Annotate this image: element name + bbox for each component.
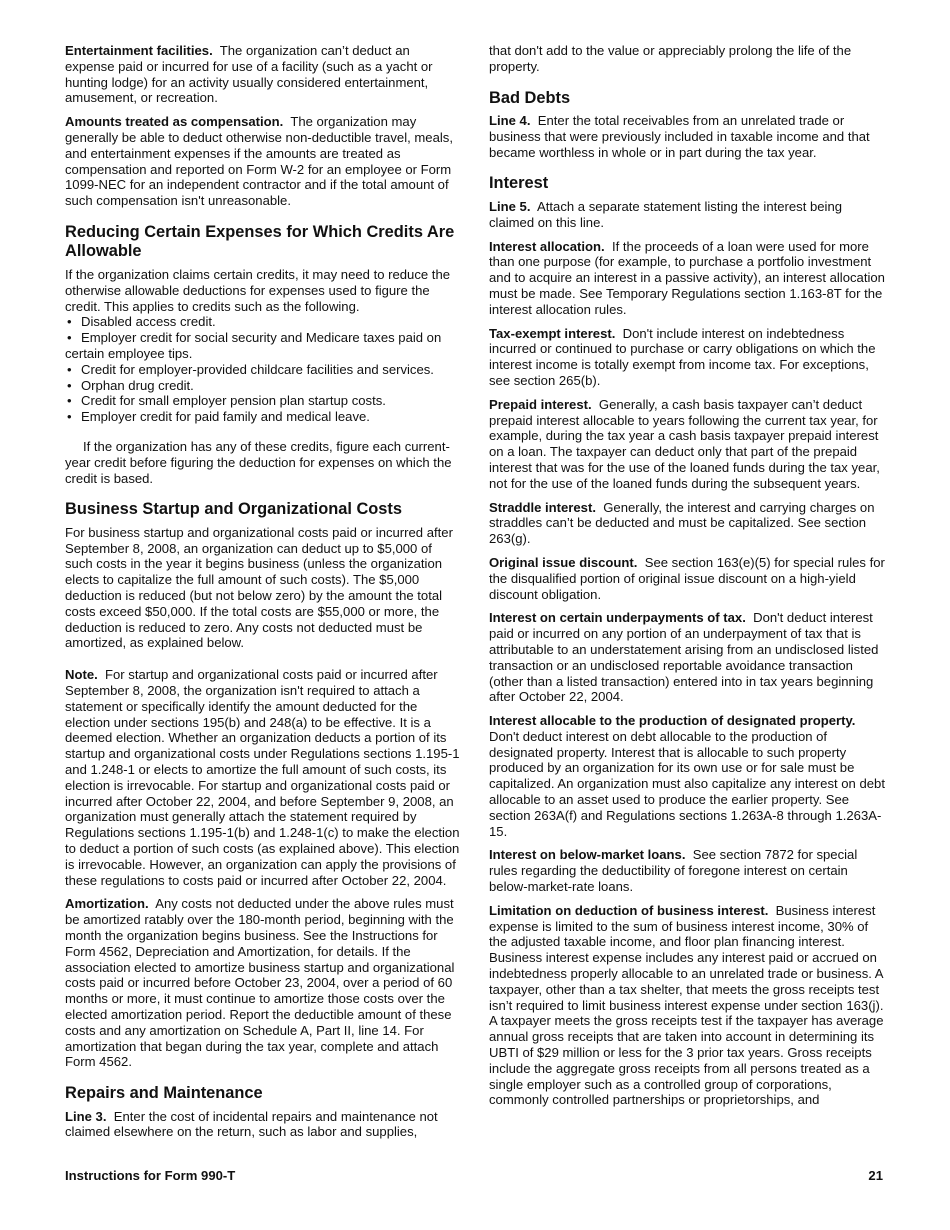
paragraph-amounts-compensation (65, 114, 462, 209)
paragraph-text: Don't deduct interest paid or incurred on any portion of an underpayment of tax that is attributable to an understatement arising from an undisclosed listed transaction or an undisclosed reportable avoidance transaction (other than a listed transaction) entered into in tax years beginning after October 22, 2004. (489, 610, 879, 705)
paragraph-text: See section 163(e)(5) for special rules for the disqualified portion of original issue discount on a high-yield discount obligation. (489, 554, 885, 602)
section-heading-repairs: Repairs and Maintenance (65, 1084, 263, 1103)
run-in-heading: Limitation on deduction of business interest. (489, 902, 769, 918)
paragraph-text: Enter the total receivables from an unrelated trade or business that were previously included in taxable income and that became worthless in whole or in part during the tax year. (489, 113, 870, 160)
paragraph-tax-exempt-interest (489, 326, 886, 389)
run-in-heading: Interest allocable to the production of designated property. (489, 713, 856, 729)
paragraph-text: For startup and organizational costs paid or incurred after September 8, 2008, the organization isn't required to attach a statement or specifically identify the amount deducted for the election under sections 195(b) and 248(a) to be effective. It is a deemed election. Whether an organization deducts a portion of its startup and organizational costs under Regulations sections 1.195-1 and 1.248-1 or elects to amortize the full amount of such costs, its election is irrevocable. For startup and organizational costs paid or incurred after October 22, 2004, and before September 9, 2008, an organization must generally attach the statement required by Regulations sections 1.195-1(b) and 1.248-1(c) to make the election to deduct a portion of such costs (as explained above). This election is irrevocable. However, an organization can apply the provisions of these regulations to costs paid or incurred after October 22, 2004. (65, 667, 460, 888)
run-in-heading: Line 5. (489, 198, 531, 214)
paragraph-business-interest-limit (489, 903, 886, 1108)
run-in-heading: Interest on below-market loans. (489, 847, 686, 863)
bullet-icon: • (67, 330, 72, 346)
bullet-icon: • (67, 377, 72, 393)
paragraph-text: Attach a separate statement listing the interest being claimed on this line. (489, 198, 843, 230)
paragraph-text: The organization may generally be able to deduct otherwise non-deductible travel, meals, and entertainment expenses if the amounts are treated as compensation and reported on Form W-2 for an employee or Form 1099-NEC for an independent contractor and if the total amount of such compensation isn't unreasonable. (65, 114, 453, 209)
paragraph-straddle-interest (489, 500, 886, 547)
paragraph-text: Business interest expense is limited to the sum of business interest income, 30% of the adjusted taxable income, and floor plan financing interest. Business interest expense includes any interest paid or accrued on indebtedness properly allocable to an unrelated trade or business. A taxpayer, other than a tax shelter, that meets the gross receipts test isn’t required to limit business interest expense under section 163(j). A taxpayer meets the gross receipts test if the taxpayer has average annual gross receipts that are taken into account in determining its UBTI of $29 million or less for the 3 prior tax years. Gross receipts include the aggregate gross receipts from all persons treated as a single employer such as a controlled group of corporations, commonly controlled partnerships or proprietorships, and (489, 902, 884, 1108)
credits-list (65, 314, 462, 425)
paragraph-text: Don't deduct interest on debt allocable to the production of designated property. Interest that is allocable to such property produced by an organization for its own use or for sale must be capitalized. An organization must also capitalize any interest on debt allocable to an asset used to produce the earlier property. See section 263A(f) and Regulations sections 1.263A-8 through 1.263A-15. (489, 728, 885, 839)
paragraph-interest-allocation (489, 239, 886, 318)
list-item: • Orphan drug credit. (67, 377, 194, 393)
paragraph-note (65, 667, 462, 888)
run-in-heading: Original issue discount. (489, 554, 638, 570)
bullet-icon: • (67, 409, 72, 425)
paragraph-prepaid-interest (489, 397, 886, 492)
paragraph-text: Generally, the interest and carrying charges on straddles can’t be deducted and must be capitalized. See section 263(g). (489, 499, 875, 547)
paragraph-text: Enter the cost of incidental repairs and maintenance not claimed elsewhere on the return, such as labor and supplies, (65, 1108, 438, 1140)
paragraph-continued: that don't add to the value or appreciably prolong the life of the property. (489, 43, 852, 74)
footer-title: Instructions for Form 990-T (65, 1168, 236, 1183)
run-in-heading: Entertainment facilities. (65, 43, 213, 58)
bullet-icon: • (67, 361, 72, 377)
list-item: • Employer credit for social security and Medicare taxes paid on certain employee tips. (65, 330, 442, 361)
paragraph-credits-intro: If the organization claims certain credits, it may need to reduce the otherwise allowable deductions for expenses used to figure the credit. This applies to credits such as the following. (65, 266, 451, 314)
run-in-heading: Line 4. (489, 113, 531, 129)
bullet-icon: • (67, 314, 72, 330)
paragraph-underpayments (489, 610, 886, 705)
paragraph-line5 (489, 199, 886, 231)
section-heading-bad-debts: Bad Debts (489, 88, 571, 107)
paragraph-line3 (65, 1109, 462, 1141)
run-in-heading: Line 3. (65, 1108, 107, 1124)
run-in-heading: Note. (65, 667, 98, 683)
list-item: • Credit for employer-provided childcare facilities and services. (67, 361, 434, 377)
list-item: • Credit for small employer pension plan startup costs. (67, 393, 386, 409)
list-item: • Employer credit for paid family and medical leave. (67, 409, 370, 425)
paragraph-text: Generally, a cash basis taxpayer can’t deduct prepaid interest allocable to years following the current tax year, for example, during the tax year a cash basis taxpayer prepaid interest on a loan. The taxpayer can deduct only that part of the prepaid interest that was for the use of the loaned funds during the tax year, not for the use of the loaned funds during the subsequent years. (489, 396, 880, 491)
page-number: 21 (868, 1168, 883, 1183)
right-column (489, 43, 886, 1116)
paragraph-text: The organization can’t deduct an expense paid or incurred for use of a facility (such as a yacht or hunting lodge) for an activity usually considered entertainment, amusement, or recreation. (65, 43, 433, 106)
run-in-heading: Prepaid interest. (489, 396, 592, 412)
run-in-heading: Amortization. (65, 896, 149, 912)
paragraph-below-market-loans (489, 847, 886, 894)
paragraph-text: Don't include interest on indebtedness incurred or continued to purchase or carry obligations on which the interest income is totally exempt from income tax. For exceptions, see section 265(b). (489, 325, 876, 388)
paragraph-text: See section 7872 for special rules regarding the deductibility of foregone interest on certain below-market-rate loans. (489, 847, 858, 895)
left-column (65, 43, 462, 1148)
paragraph-startup: For business startup and organizational costs paid or incurred after September 8, 2008, an organization can deduct up to $5,000 of such costs in the year it begins business (unless the organization elects to capitalize the full amount of such costs). The $5,000 deduction is reduced (but not below zero) by the amount the total costs exceed $50,000. If the total costs are $55,000 or more, the deduction is reduced to zero. Any costs not deducted must be amortized, as explained below. (65, 524, 453, 651)
paragraph-text: If the proceeds of a loan were used for more than one purpose (for example, to purchase a portfolio investment and to acquire an interest in a passive activity), an interest allocation must be made. See Temporary Regulations section 1.163-8T for the interest allocation rules. (489, 238, 885, 317)
section-heading-credits: Reducing Certain Expenses for Which Credits Are Allowable (65, 222, 455, 261)
run-in-heading: Interest on certain underpayments of tax. (489, 610, 746, 626)
paragraph-text: Any costs not deducted under the above rules must be amortized ratably over the 180-month period, beginning with the month the organization begins business. See the Instructions for Form 4562, Depreciation and Amortization, for details. If the association elected to amortize business startup and organizational costs paid or incurred before October 23, 2004, over a period of 60 months or more, it must continue to amortize those costs over the elected amortization period. Report the deductible amount of these costs and any amortization on Schedule A, Part II, line 14. For amortization that began during the tax year, complete and attach Form 4562. (65, 896, 455, 1070)
run-in-heading: Amounts treated as compensation. (65, 114, 284, 130)
run-in-heading: Tax-exempt interest. (489, 325, 616, 341)
run-in-heading: Interest allocation. (489, 238, 605, 254)
section-heading-startup: Business Startup and Organizational Costs (65, 500, 402, 519)
bullet-icon: • (67, 393, 72, 409)
paragraph-line4 (489, 113, 886, 160)
paragraph-original-issue-discount (489, 555, 886, 602)
section-heading-interest: Interest (489, 174, 549, 193)
paragraph-credits-after: If the organization has any of these credits, figure each current-year credit before figuring the deduction for expenses on which the credit is based. (65, 438, 452, 486)
paragraph-amortization (65, 896, 462, 1070)
run-in-heading: Straddle interest. (489, 499, 596, 515)
list-item: • Disabled access credit. (67, 314, 216, 330)
paragraph-entertainment-facilities (65, 43, 462, 106)
paragraph-designated-property (489, 713, 886, 839)
